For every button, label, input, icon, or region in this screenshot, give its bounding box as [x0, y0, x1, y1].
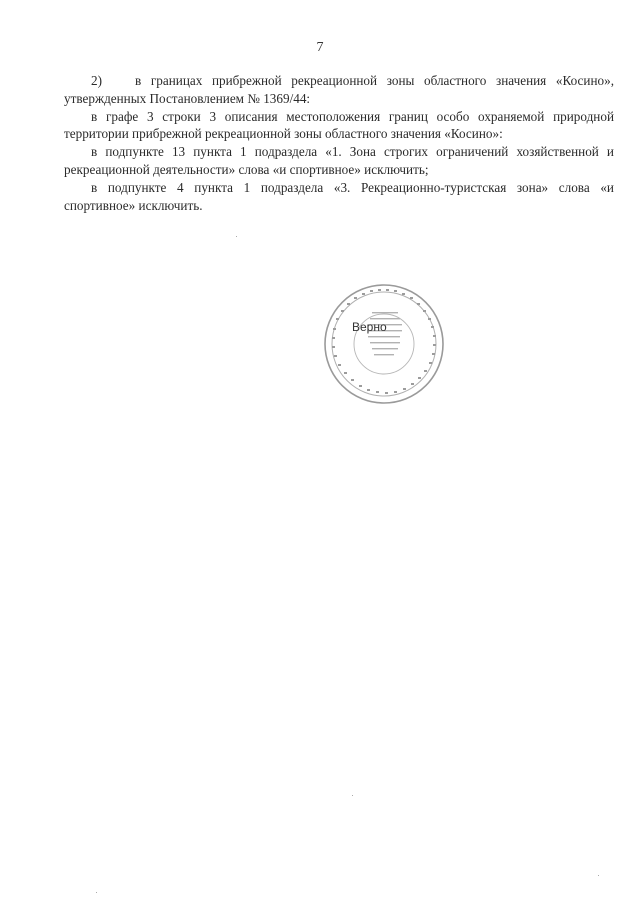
paragraph-text: в границах прибрежной рекреационной зоны областного значения «Косино», утвержденных Постановлением № 1369/44: — [64, 73, 614, 106]
scan-speck — [352, 795, 353, 796]
paragraph-item-2 — [64, 72, 614, 108]
paragraph-graph-3: в графе 3 строки 3 описания местоположения границ особо охраняемой природной территории прибрежной рекреационной зоны областного значения «Косино»: — [64, 108, 614, 142]
scan-speck — [598, 875, 599, 876]
paragraph-subitem-13: в подпункте 13 пункта 1 подраздела «1. Зона строгих ограничений хозяйственной и рекреационной деятельности» слова «и спортивное» исключить; — [64, 144, 614, 177]
scan-speck — [236, 236, 237, 237]
round-seal-stamp — [322, 282, 446, 406]
stamp-label: Верно — [352, 320, 387, 334]
paragraph-number: 2) — [91, 73, 102, 88]
scan-speck — [96, 892, 97, 893]
paragraph-subitem-4: в подпункте 4 пункта 1 подраздела «3. Рекреационно-туристская зона» слова «и спортивное» исключить. — [64, 179, 614, 213]
document-body — [64, 72, 614, 214]
page-number: 7 — [316, 40, 324, 55]
